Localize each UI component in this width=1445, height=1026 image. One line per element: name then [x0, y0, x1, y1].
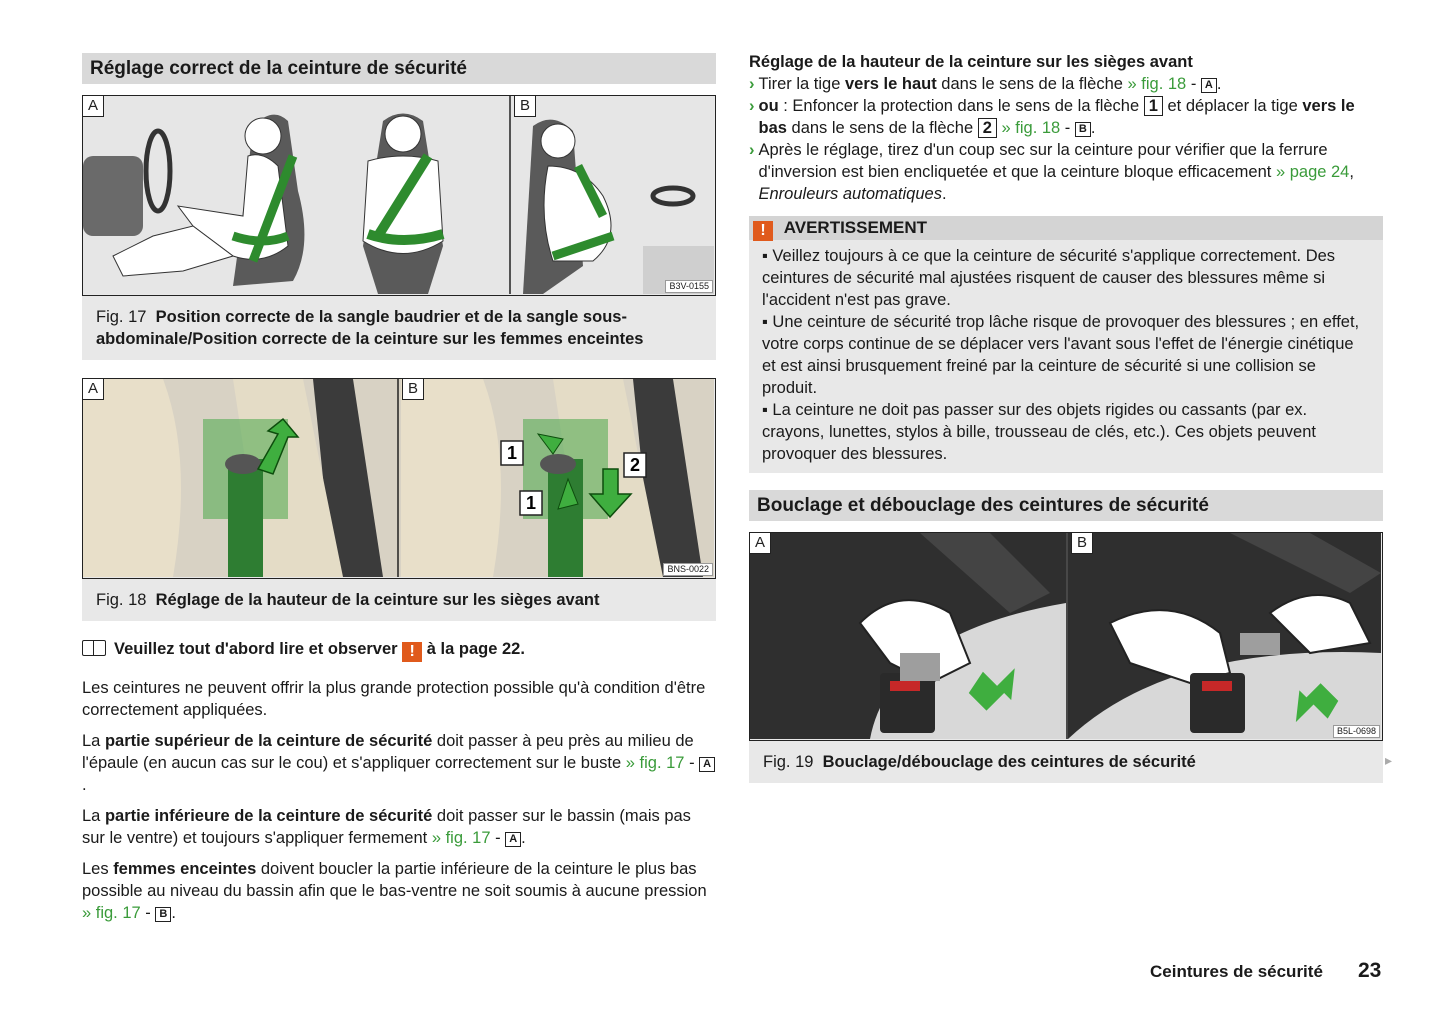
figure-code: B3V-0155 [665, 280, 713, 293]
panel-ref-box: A [699, 757, 715, 772]
paragraph-upper-belt: La partie supérieur de la ceinture de sécurité doit passer à peu près au milieu de l'épaule (en aucun cas sur le cou) et s'appliquer correctement sur le buste » fig. 17 - A. [82, 730, 716, 796]
figure-title: Bouclage/débouclage des ceintures de sécurité [822, 753, 1196, 771]
fig-link[interactable]: » fig. 17 [431, 829, 491, 847]
panel-ref-box: B [1075, 122, 1091, 137]
fig-link[interactable]: » fig. 18 [1127, 75, 1187, 93]
arrow-bullet-icon: › [749, 75, 755, 93]
figure-title: Position correcte de la sangle baudrier et de la sangle sous-abdominale/Position correcte de la ceinture sur les femmes enceintes [96, 308, 644, 348]
paragraph-lower-belt: La partie inférieure de la ceinture de sécurité doit passer sur le bassin (mais pas sur le ventre) et toujours s'appliquer fermement » fig. 17 - A . [82, 807, 691, 847]
body-text-left [82, 677, 716, 933]
read-first-note [82, 638, 716, 662]
panel-label-a: A [83, 96, 104, 117]
figure-19-caption [749, 741, 1383, 783]
warning-icon: ! [402, 642, 422, 662]
fig-link[interactable]: » fig. 17 [625, 754, 685, 772]
figure-18-caption [82, 579, 716, 621]
panel-label-b: B [514, 96, 536, 117]
figure-number: Fig. 18 [96, 591, 147, 609]
panel-ref-box: A [505, 832, 521, 847]
arrow-ref-1: 1 [1144, 96, 1163, 116]
arrow-bullet-icon: › [749, 97, 755, 115]
warning-icon: ! [753, 221, 773, 241]
warning-box [749, 216, 1383, 473]
page-number: 23 [1358, 959, 1382, 982]
panel-label-b: B [402, 379, 424, 400]
paragraph-intro: Les ceintures ne peuvent offrir la plus grande protection possible qu'à condition d'être correctement appliquées. [82, 679, 706, 719]
panel-ref-box: A [1201, 78, 1217, 93]
paragraph-pregnant: Les femmes enceintes doivent boucler la partie inférieure de la ceinture le plus bas possible au niveau du bassin afin que le bas-ventre ne soit soumis à aucune pression » fig. 17 - B . [82, 860, 707, 922]
warning-item-2: ▪ Une ceinture de sécurité trop lâche risque de provoquer des blessures ; en effet, votre corps continue de se déplacer vers l'avant sous l'effet de l'énergie cinétique et est ainsi brusquement freiné par la ceinture de sécurité si une collision se produit. [762, 313, 1360, 397]
figure-18-image [82, 378, 716, 579]
panel-ref-box: B [155, 907, 171, 922]
height-adjustment-title: Réglage de la hauteur de la ceinture sur les sièges avant [749, 53, 1193, 71]
footer-chapter: Ceintures de sécurité [1150, 962, 1323, 981]
continue-marker-icon: ▸ [1385, 752, 1393, 768]
step-pull-up: › Tirer la tige vers le haut dans le sens de la flèche » fig. 18 - A . [749, 75, 1222, 93]
book-icon [82, 640, 106, 656]
warning-title: AVERTISSEMENT [783, 218, 927, 237]
fig-link[interactable]: » fig. 17 [82, 904, 141, 922]
arrow-ref-2: 2 [978, 118, 997, 138]
figure-title: Réglage de la hauteur de la ceinture sur les sièges avant [155, 591, 600, 609]
figure-code: B5L-0698 [1333, 725, 1380, 738]
warning-header [749, 216, 1383, 240]
figure-17-caption [82, 296, 716, 360]
page-link[interactable]: » page 24 [1275, 163, 1350, 181]
fig18-label-2: 2 [629, 455, 641, 475]
figure-code: BNS-0022 [663, 563, 713, 576]
section-heading-belt-adjustment: Réglage correct de la ceinture de sécurité [82, 53, 716, 84]
figure-number: Fig. 17 [96, 308, 147, 326]
read-note-page-link: à la page 22. [426, 640, 525, 658]
section-heading-buckling: Bouclage et débouclage des ceintures de sécurité [749, 490, 1383, 521]
figure-19-image [749, 532, 1383, 741]
panel-label-a: A [83, 379, 104, 400]
step-push-down: › ou : Enfoncer la protection dans le sens de la flèche 1 et déplacer la tige vers le bas dans le sens de la flèche 2 » fig. 18 - B . [749, 97, 1355, 137]
step-check: › Après le réglage, tirez d'un coup sec sur la ceinture pour vérifier que la ferrure d'inversion est bien encliquetée et que la ceinture bloque efficacement » page 24, Enrouleurs automatiques. [749, 141, 1354, 203]
read-note-text: Veuillez tout d'abord lire et observer [114, 640, 398, 658]
height-adjustment-block [749, 51, 1383, 205]
figure-number: Fig. 19 [763, 753, 814, 771]
warning-item-3: ▪ La ceinture ne doit pas passer sur des objets rigides ou cassants (par ex. crayons, lunettes, stylos à bille, trousseau de clés, etc.). Ces objets peuvent provoquer des blessures. [762, 401, 1316, 463]
panel-label-b: B [1071, 533, 1093, 554]
arrow-bullet-icon: › [749, 141, 755, 159]
figure-17-image [82, 95, 716, 296]
fig18-label-1-bottom: 1 [525, 493, 537, 513]
fig-link[interactable]: » fig. 18 [996, 119, 1061, 137]
fig18-label-1-top: 1 [506, 443, 518, 463]
panel-label-a: A [750, 533, 771, 554]
warning-item-1: ▪ Veillez toujours à ce que la ceinture de sécurité s'applique correctement. Des ceintures de sécurité mal ajustées risquent de causer des blessures même si l'accident n'est pas grave. [762, 247, 1336, 309]
